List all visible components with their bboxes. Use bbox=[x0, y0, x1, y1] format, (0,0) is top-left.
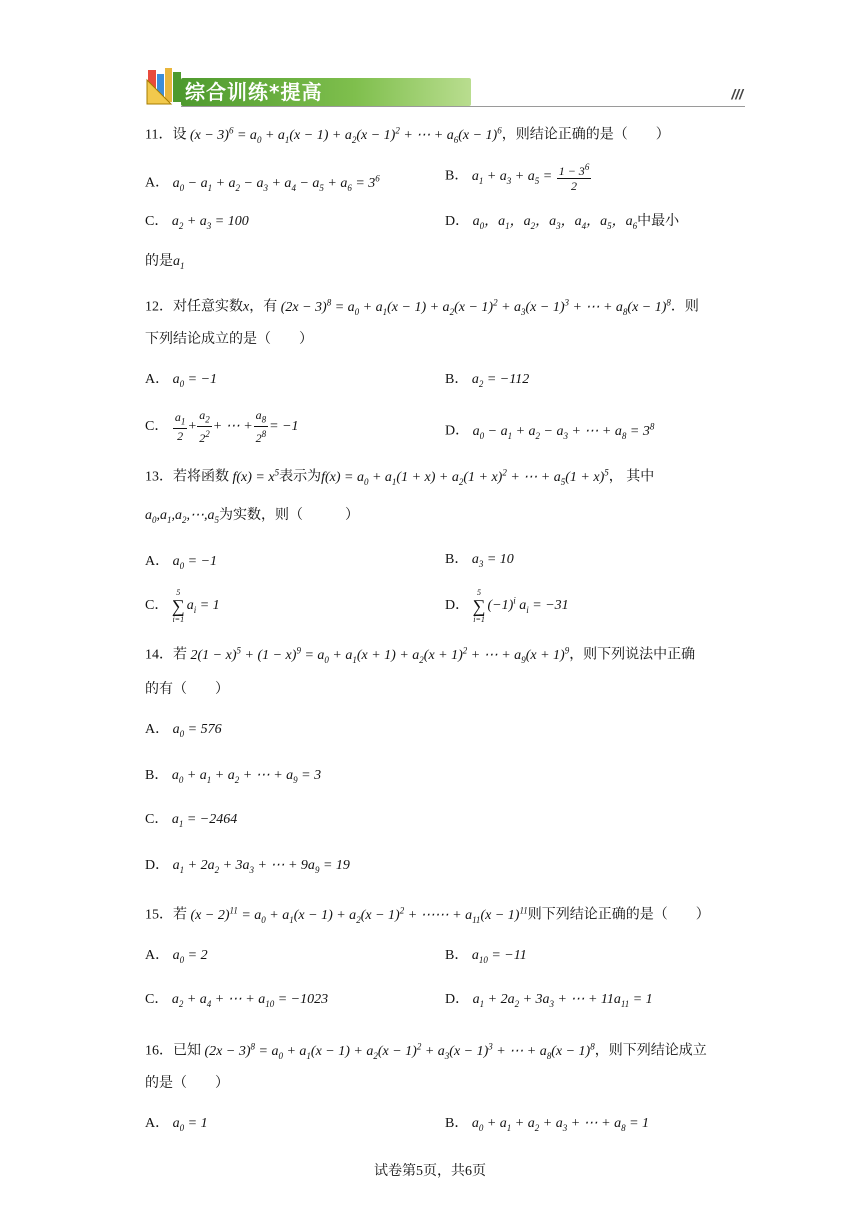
q11-option-d[interactable]: D． $a_0$，$a_1$，$a_2$，$a_3$，$a_4$，$a_5$，$a_6$中最小 bbox=[445, 214, 680, 231]
q15-option-b[interactable]: B． $a_{10} = -11$ bbox=[445, 948, 527, 965]
q13-option-b[interactable]: B． $a_3 = 10$ bbox=[445, 552, 514, 569]
q13-stem: 13．若将函数 $f(x) = x^5$表示为$f(x) = a_0 + a_1(1 + x) + a_2(1 + x)^2$ + ⋯ + $a_5(1 + x)^5$， 其中 bbox=[145, 467, 655, 487]
q14-stem-line2: 的有（ ） bbox=[145, 682, 229, 697]
q14-option-d[interactable]: D． $a_1 + 2a_2 + 3a_3$ + ⋯ + $9a_9 = 19$ bbox=[145, 858, 350, 875]
q12-stem-line2: 下列结论成立的是（ ） bbox=[145, 332, 313, 347]
ruler-books-icon bbox=[145, 66, 185, 106]
q14-stem: 14．若 $2(1 - x)^5 + (1 - x)^9 = a_0 + a_1(x + 1) + a_2(x + 1)^2$ + ⋯ + $a_9(x + 1)^9$，则下列说法中正确 bbox=[145, 645, 696, 665]
q11-option-c[interactable]: C． $a_2 + a_3 = 100$ bbox=[145, 214, 249, 231]
q15-option-c[interactable]: C． $a_2 + a_4$ + ⋯ + $a_{10} = -1023$ bbox=[145, 992, 329, 1009]
q13-stem-line2: $a_0,a_1,a_2,\cdots,a_5$为实数，则（ ） bbox=[145, 508, 359, 525]
q11-option-b[interactable]: B． $a_1 + a_3 + a_5$ = $\frac{1 - 3^6}{2}$ bbox=[445, 162, 590, 193]
q12-option-b[interactable]: B． $a_2 = -112$ bbox=[445, 372, 530, 389]
q14-option-c[interactable]: C． $a_1 = -2464$ bbox=[145, 812, 238, 829]
q15-option-d[interactable]: D． $a_1 + 2a_2 + 3a_3$ + ⋯ + $11a_{11} = 1$ bbox=[445, 992, 653, 1009]
q12-stem: 12．对任意实数x，有 $(2x - 3)^8 = a_0 + a_1(x - 1) + a_2(x - 1)^2 + a_3(x - 1)^3$ + ⋯ + $a_8(x - 1)^8$．则 bbox=[145, 297, 699, 317]
q13-option-c[interactable]: C． 5 ∑ i=1 $a_i = 1$ bbox=[145, 588, 220, 624]
q14-option-a[interactable]: A． $a_0 = 576$ bbox=[145, 722, 222, 739]
page-header bbox=[145, 62, 745, 110]
header-slashes: /// bbox=[731, 86, 743, 102]
q15-stem: 15．若 $(x - 2)^{11} = a_0 + a_1(x - 1) + a_2(x - 1)^2$ + ⋯⋯ + $a_{11}(x - 1)^{11}$则下列结论正确的是（ ） bbox=[145, 905, 710, 925]
q16-stem: 16．已知 $(2x - 3)^8 = a_0 + a_1(x - 1) + a_2(x - 1)^2 + a_3(x - 1)^3$ + ⋯ + $a_8(x - 1)^8$，则下列结论成立 bbox=[145, 1041, 707, 1061]
q11-option-a[interactable]: A． $a_0 - a_1 + a_2 - a_3 + a_4 - a_5 + a_6 = 3^6$ bbox=[145, 173, 380, 193]
q12-option-a[interactable]: A． $a_0 = -1$ bbox=[145, 372, 218, 389]
q13-option-a[interactable]: A． $a_0 = -1$ bbox=[145, 554, 218, 571]
q11-stem: 11．设 $(x - 3)^6 = a_0 + a_1(x - 1) + a_2(x - 1)^2$ + ⋯ + $a_6(x - 1)^6$，则结论正确的是（ ） bbox=[145, 125, 670, 145]
q16-stem-line2: 的是（ ） bbox=[145, 1076, 229, 1091]
section-banner-title: 综合训练*提高 bbox=[185, 80, 323, 104]
q15-option-a[interactable]: A． $a_0 = 2$ bbox=[145, 948, 208, 965]
q16-option-b[interactable]: B． $a_0 + a_1 + a_2 + a_3$ + ⋯ + $a_8 = 1$ bbox=[445, 1116, 650, 1133]
q12-option-d[interactable]: D． $a_0 - a_1 + a_2 - a_3$ + ⋯ + $a_8 = 3^8$ bbox=[445, 421, 655, 441]
q11-option-d-cont: 的是$a_1$ bbox=[145, 254, 185, 271]
page-footer: 试卷第5页，共6页 bbox=[374, 1164, 486, 1179]
q12-option-c[interactable]: C． $\frac{a_1}{2}$ + $\frac{a_2}{2^2}$ + ⋯ + $\frac{a_8}{2^8}$ = −1 bbox=[145, 408, 299, 446]
q16-option-a[interactable]: A． $a_0 = 1$ bbox=[145, 1116, 208, 1133]
q13-option-d[interactable]: D． 5 ∑ i=1 $(-1)^i$ $a_i = -31$ bbox=[445, 588, 569, 624]
q14-option-b[interactable]: B． $a_0 + a_1 + a_2$ + ⋯ + $a_9 = 3$ bbox=[145, 768, 322, 785]
header-divider bbox=[181, 106, 745, 107]
